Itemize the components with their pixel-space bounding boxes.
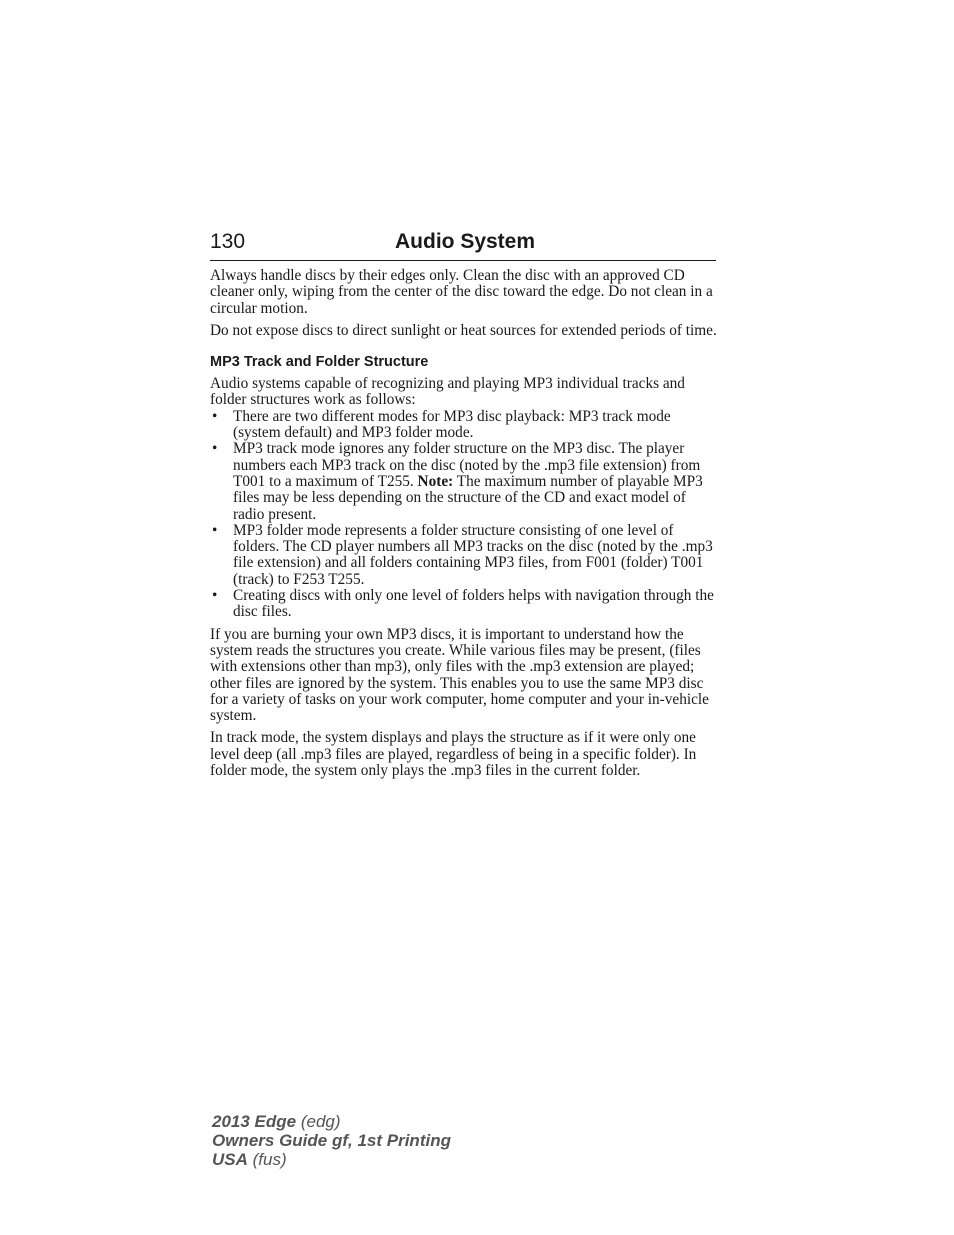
paragraph-disc-sunlight: Do not expose discs to direct sunlight or heat sources for extended periods of time. <box>210 321 717 339</box>
page-footer <box>212 1112 451 1169</box>
page-header <box>210 228 716 261</box>
page-number: 130 <box>210 230 246 253</box>
paragraph-disc-handling: Always handle discs by their edges only. Clean the disc with an approved CD cleaner only, wiping from the center of the disc toward the edge. Do not clean in a circular motion. <box>210 267 713 317</box>
list-item <box>210 409 720 442</box>
footer-model-code: (edg) <box>300 1112 341 1131</box>
footer-line-guide <box>212 1131 451 1150</box>
list-item <box>210 588 720 621</box>
bullet-list <box>210 409 720 621</box>
list-item <box>210 441 720 522</box>
footer-region-code: (fus) <box>252 1150 287 1169</box>
list-item-text: There are two different modes for MP3 disc playback: MP3 track mode (system default) and MP3 folder mode. <box>233 407 671 442</box>
section-title: Audio System <box>395 230 536 253</box>
paragraph-mp3-intro: Audio systems capable of recognizing and playing MP3 individual tracks and folder structures work as follows: <box>210 375 685 409</box>
list-item <box>210 523 720 588</box>
page-body <box>210 268 720 785</box>
list-item-text: The maximum number of playable MP3 files may be less depending on the structure of the CD and exact model of radio present. <box>233 472 703 523</box>
bullet-icon: • <box>212 521 218 539</box>
paragraph-track-mode: In track mode, the system displays and plays the structure as if it were only one level deep (all .mp3 files are played, regardless of being in a specific folder). In folder mode, the system only plays the .mp3 files in the current folder. <box>210 729 697 780</box>
note-label: Note: <box>417 472 454 490</box>
bullet-icon: • <box>212 587 218 605</box>
footer-region: USA <box>212 1150 248 1169</box>
footer-model: 2013 Edge <box>212 1112 297 1131</box>
footer-line-region <box>212 1150 451 1169</box>
bullet-icon: • <box>212 440 218 458</box>
paragraph-burning-discs: If you are burning your own MP3 discs, it is important to understand how the system reads the structures you create. While various files may be present, (files with extensions other than mp3), only files with the .mp3 extension are played; other files are ignored by the system. This enables you to use the same MP3 disc for a variety of tasks on your work computer, home computer and your in-vehicle system. <box>210 625 709 725</box>
footer-guide: Owners Guide gf, 1st Printing <box>212 1131 451 1150</box>
footer-line-model <box>212 1112 451 1131</box>
bullet-icon: • <box>212 407 218 425</box>
list-item-text: MP3 track mode ignores any folder structure on the MP3 disc. The player numbers each MP3 track on the disc (noted by the .mp3 file extension) from T001 to a maximum of T255. <box>233 440 701 490</box>
list-item-text: Creating discs with only one level of folders helps with navigation through the disc files. <box>233 587 714 621</box>
subheading-mp3-structure: MP3 Track and Folder Structure <box>210 354 429 371</box>
list-item-text: MP3 folder mode represents a folder structure consisting of one level of folders. The CD player numbers all MP3 tracks on the disc (noted by the .mp3 file extension) and all folders containing MP3 files, from F001 (folder) T001 (track) to F253 T255. <box>233 521 713 588</box>
